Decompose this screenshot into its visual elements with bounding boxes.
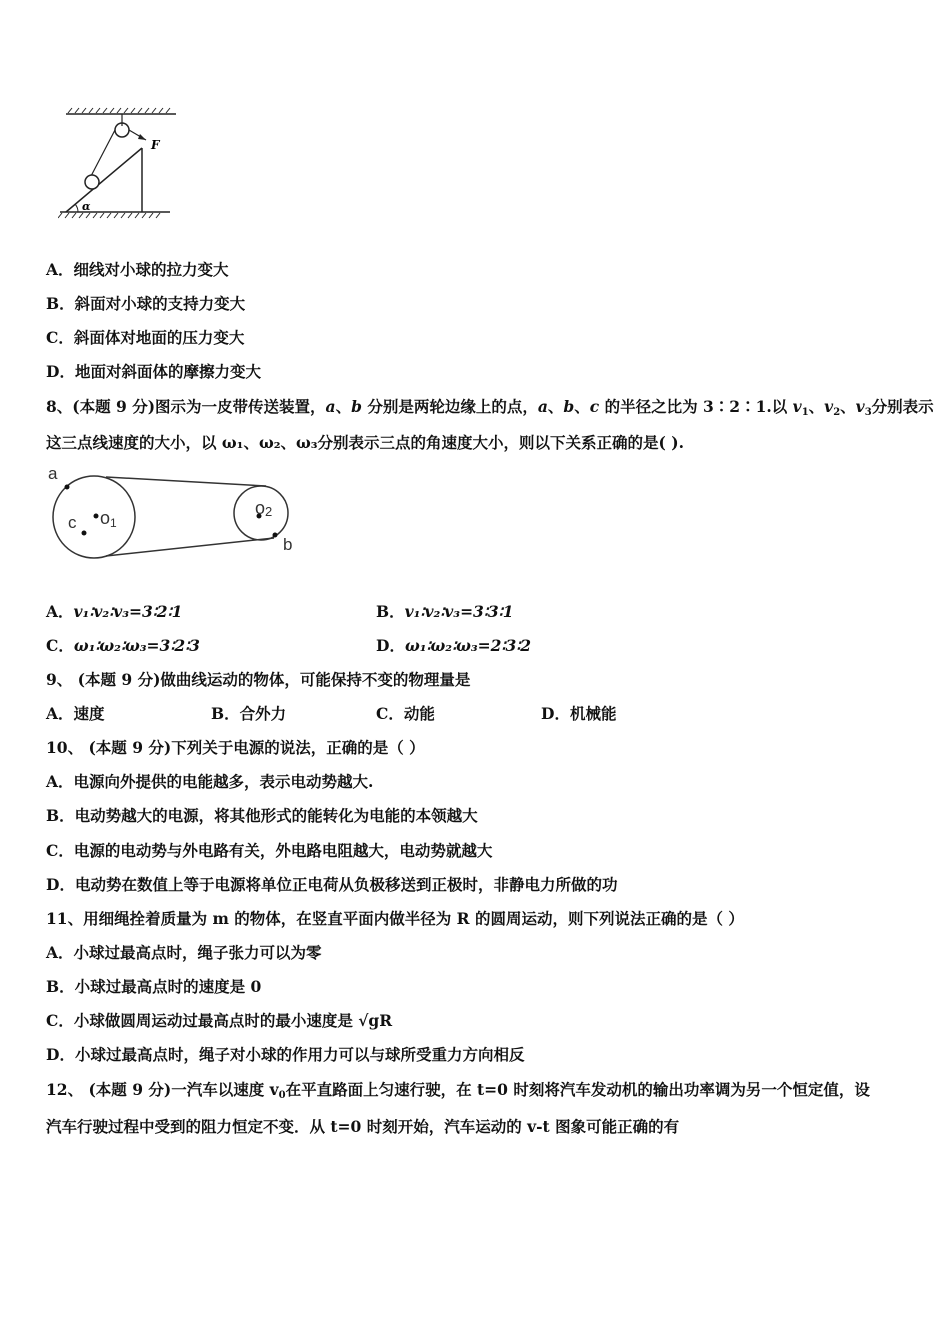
label-a: a xyxy=(48,464,58,483)
label-o1: o1 xyxy=(100,508,117,530)
force-label: F xyxy=(151,138,160,152)
label-o2: o2 xyxy=(255,498,273,519)
point-b xyxy=(273,533,278,538)
label-c: c xyxy=(68,513,77,532)
label-b: b xyxy=(283,535,293,554)
q11-option-c[interactable]: C．小球做圆周运动过最高点时的最小速度是 √gR xyxy=(46,1011,393,1030)
q9-option-a[interactable]: A．速度 xyxy=(46,704,105,723)
q11-stem: 11、用细绳拴着质量为 m 的物体，在竖直平面内做半径为 R 的圆周运动，则下列说法正确的是（ ） xyxy=(46,909,744,928)
angle-label: α xyxy=(82,200,91,213)
point-o1 xyxy=(94,514,99,519)
q7-option-a[interactable]: A．细线对小球的拉力变大 xyxy=(46,260,229,279)
q7-option-c[interactable]: C．斜面体对地面的压力变大 xyxy=(46,328,245,347)
angle-arc xyxy=(75,204,78,212)
q11-option-d[interactable]: D．小球过最高点时，绳子对小球的作用力可以与球所受重力方向相反 xyxy=(46,1045,525,1064)
q11-option-b[interactable]: B．小球过最高点时的速度是 0 xyxy=(46,977,262,996)
point-a xyxy=(65,485,70,490)
point-c xyxy=(82,531,87,536)
q8-option-d[interactable]: D．ω₁∶ω₂∶ω₃=2∶3∶2 xyxy=(376,636,532,655)
q8-stem-line1: 8、(本题 9 分)图示为一皮带传送装置，a、b 分别是两轮边缘上的点，a、b、c 的半径之比为 3∶2∶1.以 $v_1$、$v_2$、$v_3$分别表示 xyxy=(46,397,934,418)
q8-option-c[interactable]: C．ω₁∶ω₂∶ω₃=3∶2∶3 xyxy=(46,636,200,655)
q9-option-d[interactable]: D．机械能 xyxy=(541,704,617,723)
q10-option-b[interactable]: B．电动势越大的电源，将其他形式的能转化为电能的本领越大 xyxy=(46,806,478,825)
belt-top xyxy=(106,477,266,486)
q9-option-b[interactable]: B．合外力 xyxy=(211,704,287,723)
q10-option-c[interactable]: C．电源的电动势与外电路有关，外电路电阻越大，电动势就越大 xyxy=(46,841,493,860)
ceiling-hatch xyxy=(68,108,170,113)
q9-stem: 9、 (本题 9 分)做曲线运动的物体，可能保持不变的物理量是 xyxy=(46,670,471,689)
q10-stem: 10、 (本题 9 分)下列关于电源的说法，正确的是（ ） xyxy=(46,738,425,757)
q8-option-a[interactable]: A．v₁∶v₂∶v₃=3∶2∶1 xyxy=(46,602,183,621)
q7-option-b[interactable]: B．斜面对小球的支持力变大 xyxy=(46,294,246,313)
incline-slope xyxy=(66,148,142,212)
q8-option-b[interactable]: B．v₁∶v₂∶v₃=3∶3∶1 xyxy=(376,602,514,621)
q11-option-a[interactable]: A．小球过最高点时，绳子张力可以为零 xyxy=(46,943,322,962)
ball xyxy=(85,175,99,189)
q9-option-c[interactable]: C．动能 xyxy=(376,704,435,723)
q8-stem-line2: 这三点线速度的大小，以 ω₁、ω₂、ω₃分别表示三点的角速度大小，则以下关系正确的是( ). xyxy=(46,433,685,452)
q7-option-d[interactable]: D．地面对斜面体的摩擦力变大 xyxy=(46,362,261,381)
incline-pulley-figure xyxy=(58,104,188,224)
q12-stem-line2: 汽车行驶过程中受到的阻力恒定不变．从 t=0 时刻开始，汽车运动的 v-t 图象可能正确的有 xyxy=(46,1117,680,1136)
string-to-ball xyxy=(90,130,115,178)
belt-bottom xyxy=(106,538,274,556)
q10-option-d[interactable]: D．电动势在数值上等于电源将单位正电荷从负极移送到正极时，非静电力所做的功 xyxy=(46,875,618,894)
belt-pulley-figure xyxy=(44,462,304,562)
force-arrowhead xyxy=(138,134,146,140)
q12-stem-line1: 12、 (本题 9 分)一汽车以速度 $v_0$在平直路面上匀速行驶，在 t=0 时刻将汽车发动机的输出功率调为另一个恒定值，设 xyxy=(46,1080,870,1101)
q10-option-a[interactable]: A．电源向外提供的电能越多，表示电动势越大. xyxy=(46,772,374,791)
ground-hatch xyxy=(58,213,160,218)
